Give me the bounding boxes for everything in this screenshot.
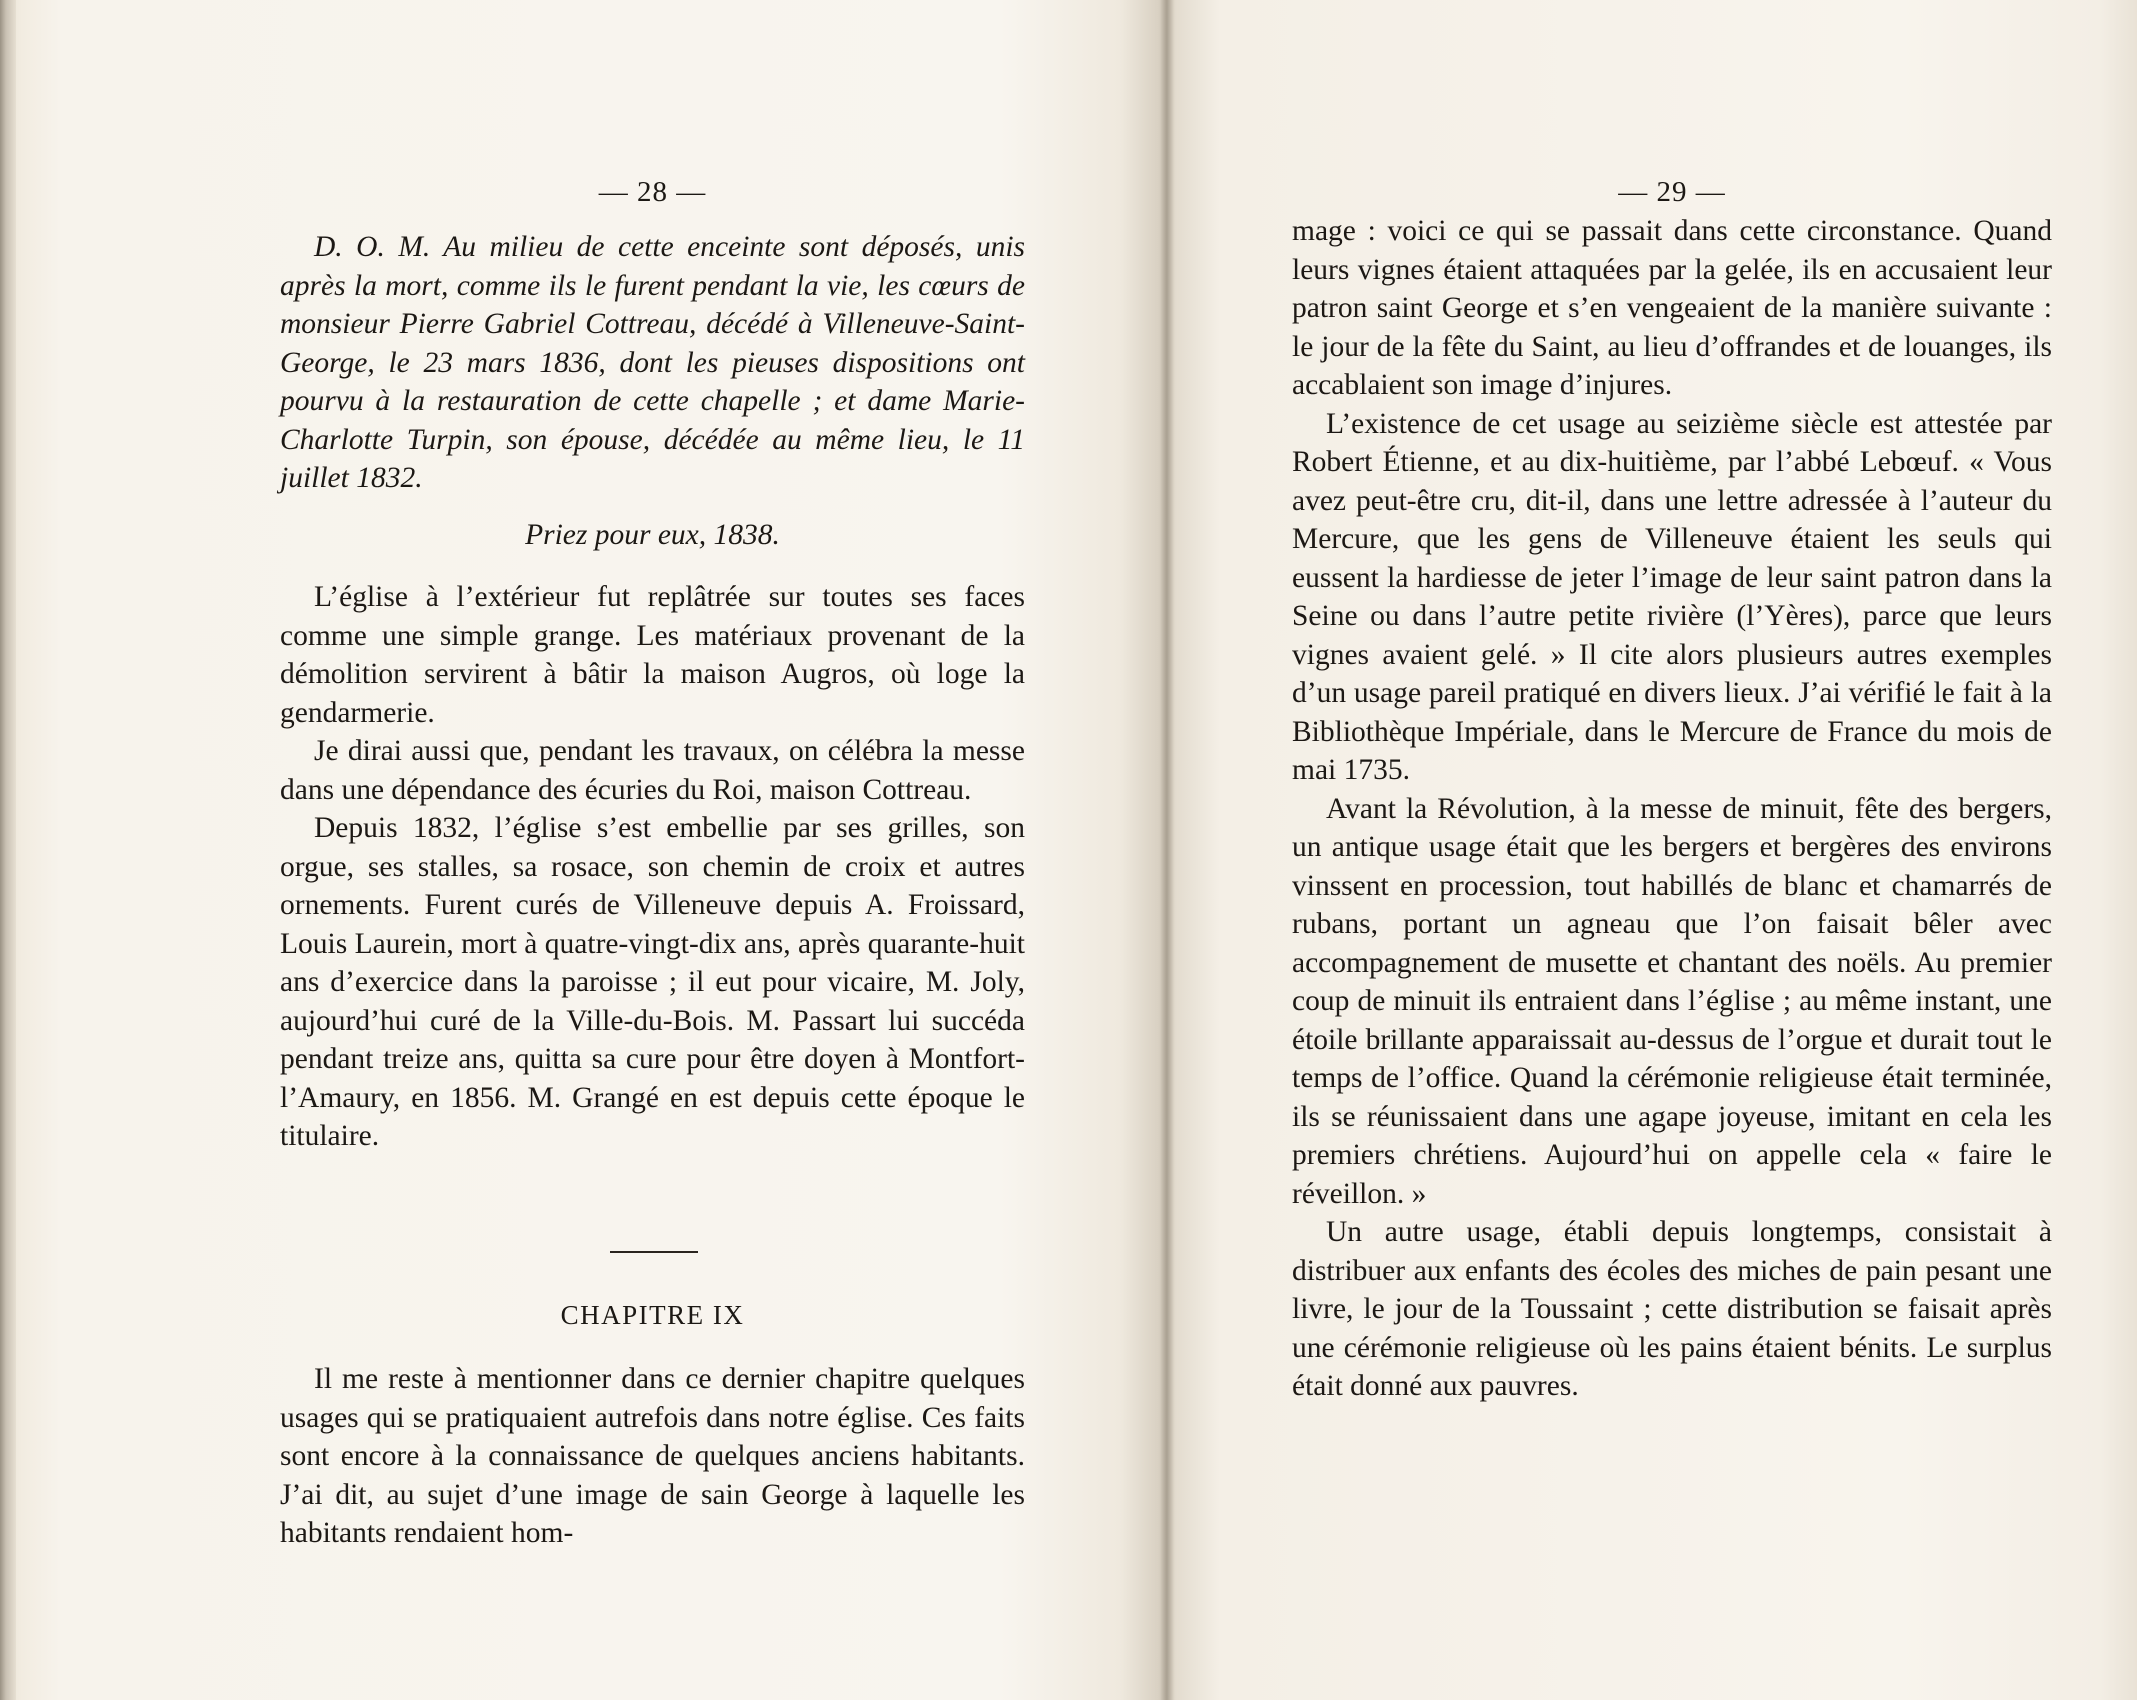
- inscription-text: [280, 228, 1025, 498]
- page-number: — 28 —: [598, 176, 707, 208]
- paragraph: mage : voici ce qui se passait dans cette circonstance. Quand leurs vignes étaient attaquées par la gelée, ils en accusaient leur patron saint George et s’en vengeaient de la manière suivante : le jour de la fête du Saint, au lieu d’offrandes et de louanges, ils accablaient son image d’injures.: [1292, 215, 2052, 401]
- page-number: — 29 —: [1618, 176, 1726, 208]
- prayer-line: [280, 516, 1025, 555]
- prayer: Priez pour eux, 1838.: [525, 519, 780, 551]
- paragraph: Il me reste à mentionner dans ce dernier chapitre quelques usages qui se pratiquaient autrefois dans notre église. Ces faits sont encore à la connaissance de quelques anciens habitants. J’ai dit, au sujet d’une image de sain George à laquelle les habitants rendaient hom-: [280, 1363, 1025, 1549]
- section-divider: [610, 1251, 698, 1253]
- chapter-heading: CHAPITRE IX: [560, 1300, 745, 1330]
- book-edge: [0, 0, 16, 1700]
- paragraph: Un autre usage, établi depuis longtemps, consistait à distribuer aux enfants des écoles des miches de pain pesant une livre, le jour de la Toussaint ; cette distribution se faisait après une cérémonie religieuse où les pains étaient bénits. Le surplus était donné aux pauvres.: [1292, 1216, 2052, 1402]
- paragraph: Avant la Révolution, à la messe de minuit, fête des bergers, un antique usage était que les bergers et bergères des environs vinssent en procession, tout habillés de blanc et chamarrés de rubans, portant un agneau que l’on faisait bêler avec accompagnement de musette et chantant des noëls. Au premier coup de minuit ils entraient dans l’église ; au même instant, une étoile brillante apparaissait au-dessus de l’orgue et durait tout le temps de l’office. Quand la cérémonie religieuse était terminée, ils se réunissaient dans une agape joyeuse, imitant en cela les premiers chrétiens. Aujourd’hui on appelle cela « faire le réveillon. »: [1292, 792, 2052, 1210]
- book-gutter: [1160, 0, 1174, 1700]
- inscription: D. O. M. Au milieu de cette enceinte sont déposés, unis après la mort, comme ils le furent pendant la vie, les cœurs de monsieur Pierre Gabriel Cottreau, décédé à Villeneuve-Saint-George, le 23 mars 1836, dont les pieuses dispositions ont pourvu à la restauration de cette chapelle ; et dame Marie-Charlotte Turpin, son épouse, décédée au même lieu, le 11 juillet 1832.: [280, 231, 1025, 494]
- body-text: [1292, 212, 2052, 1406]
- chapter-body: [280, 1360, 1025, 1553]
- body-text: [280, 578, 1025, 1156]
- left-page: [280, 0, 1025, 1700]
- paragraph: L’église à l’extérieur fut replâtrée sur toutes ses faces comme une simple grange. Les matériaux provenant de la démolition servirent à bâtir la maison Augros, où loge la gendarmerie.: [280, 581, 1025, 729]
- paragraph: L’existence de cet usage au seizième siècle est attestée par Robert Étienne, et au dix-huitième, par l’abbé Lebœuf. « Vous avez peut-être cru, dit-il, dans une lettre adressée à l’auteur du Mercure, que les gens de Villeneuve étaient les seuls qui eussent la hardiesse de jeter l’image de leur saint patron dans la Seine ou dans l’autre petite rivière (l’Yères), parce que leurs vignes avaient gelé. » Il cite alors plusieurs autres exemples d’un usage pareil pratiqué en divers lieux. J’ai vérifié le fait à la Bibliothèque Impériale, dans le Mercure de France du mois de mai 1735.: [1292, 407, 2052, 786]
- paragraph: Depuis 1832, l’église s’est embellie par ses grilles, son orgue, ses stalles, sa rosace, son chemin de croix et autres ornements. Furent curés de Villeneuve depuis A. Froissard, Louis Laurein, mort à quatre-vingt-dix ans, après quarante-huit ans d’exercice dans la paroisse ; il eut pour vicaire, M. Joly, aujourd’hui curé de la Ville-du-Bois. M. Passart lui succéda pendant treize ans, quitta sa cure pour être doyen à Montfort-l’Amaury, en 1856. M. Grangé en est depuis cette époque le titulaire.: [280, 812, 1025, 1152]
- paragraph: Je dirai aussi que, pendant les travaux, on célébra la messe dans une dépendance des écuries du Roi, maison Cottreau.: [280, 735, 1025, 806]
- right-page: [1292, 0, 2052, 1700]
